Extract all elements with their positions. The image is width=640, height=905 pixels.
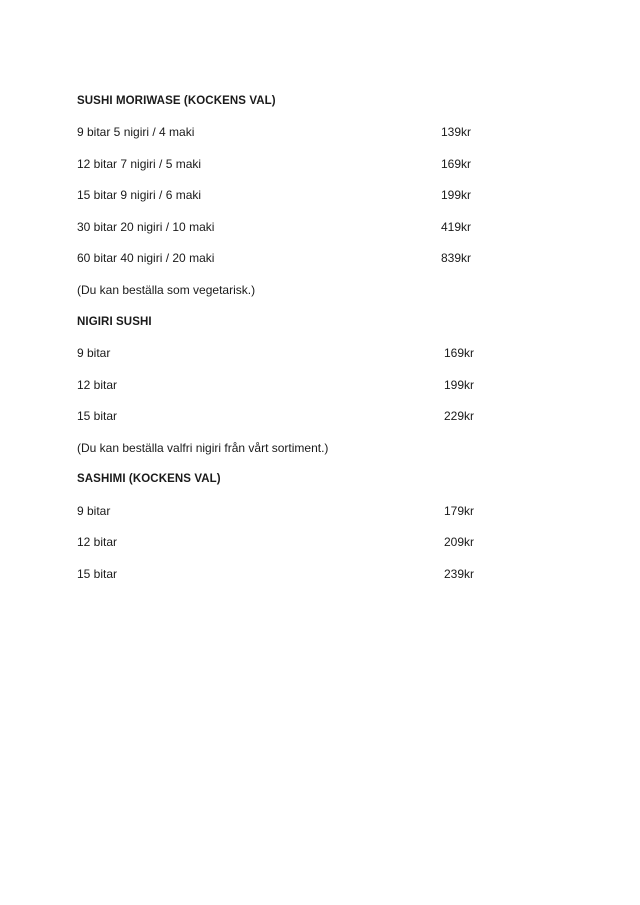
item-price: 199kr	[444, 378, 475, 392]
menu-item	[77, 565, 477, 583]
item-price: 139kr	[441, 125, 472, 139]
item-name: 12 bitar	[77, 535, 118, 549]
section-note: (Du kan beställa som vegetarisk.)	[77, 283, 256, 297]
menu-item	[77, 533, 477, 551]
item-price: 209kr	[444, 535, 475, 549]
item-name: 9 bitar 5 nigiri / 4 maki	[77, 125, 195, 139]
item-name: 9 bitar	[77, 346, 111, 360]
menu-item	[77, 186, 477, 204]
item-price: 169kr	[441, 157, 472, 171]
menu-item	[77, 502, 477, 520]
menu-item	[77, 376, 477, 394]
menu-item	[77, 218, 477, 236]
section-title-nigiri-sushi: NIGIRI SUSHI	[77, 316, 152, 328]
menu-item	[77, 344, 477, 362]
menu-item	[77, 155, 477, 173]
section-title-sushi-moriwase: SUSHI MORIWASE (KOCKENS VAL)	[77, 95, 276, 107]
item-price: 839kr	[441, 251, 472, 265]
item-price: 199kr	[441, 188, 472, 202]
item-price: 169kr	[444, 346, 475, 360]
item-price: 239kr	[444, 567, 475, 581]
section-title-sashimi: SASHIMI (KOCKENS VAL)	[77, 473, 221, 485]
item-name: 9 bitar	[77, 504, 111, 518]
item-name: 30 bitar 20 nigiri / 10 maki	[77, 220, 215, 234]
menu-item	[77, 407, 477, 425]
item-name: 15 bitar	[77, 567, 118, 581]
item-price: 179kr	[444, 504, 475, 518]
item-name: 15 bitar	[77, 409, 118, 423]
item-name: 60 bitar 40 nigiri / 20 maki	[77, 251, 215, 265]
section-note: (Du kan beställa valfri nigiri från vårt sortiment.)	[77, 441, 329, 455]
item-price: 229kr	[444, 409, 475, 423]
menu-item	[77, 249, 477, 267]
item-name: 15 bitar 9 nigiri / 6 maki	[77, 188, 202, 202]
item-name: 12 bitar	[77, 378, 118, 392]
item-name: 12 bitar 7 nigiri / 5 maki	[77, 157, 202, 171]
menu-item	[77, 123, 477, 141]
item-price: 419kr	[441, 220, 472, 234]
